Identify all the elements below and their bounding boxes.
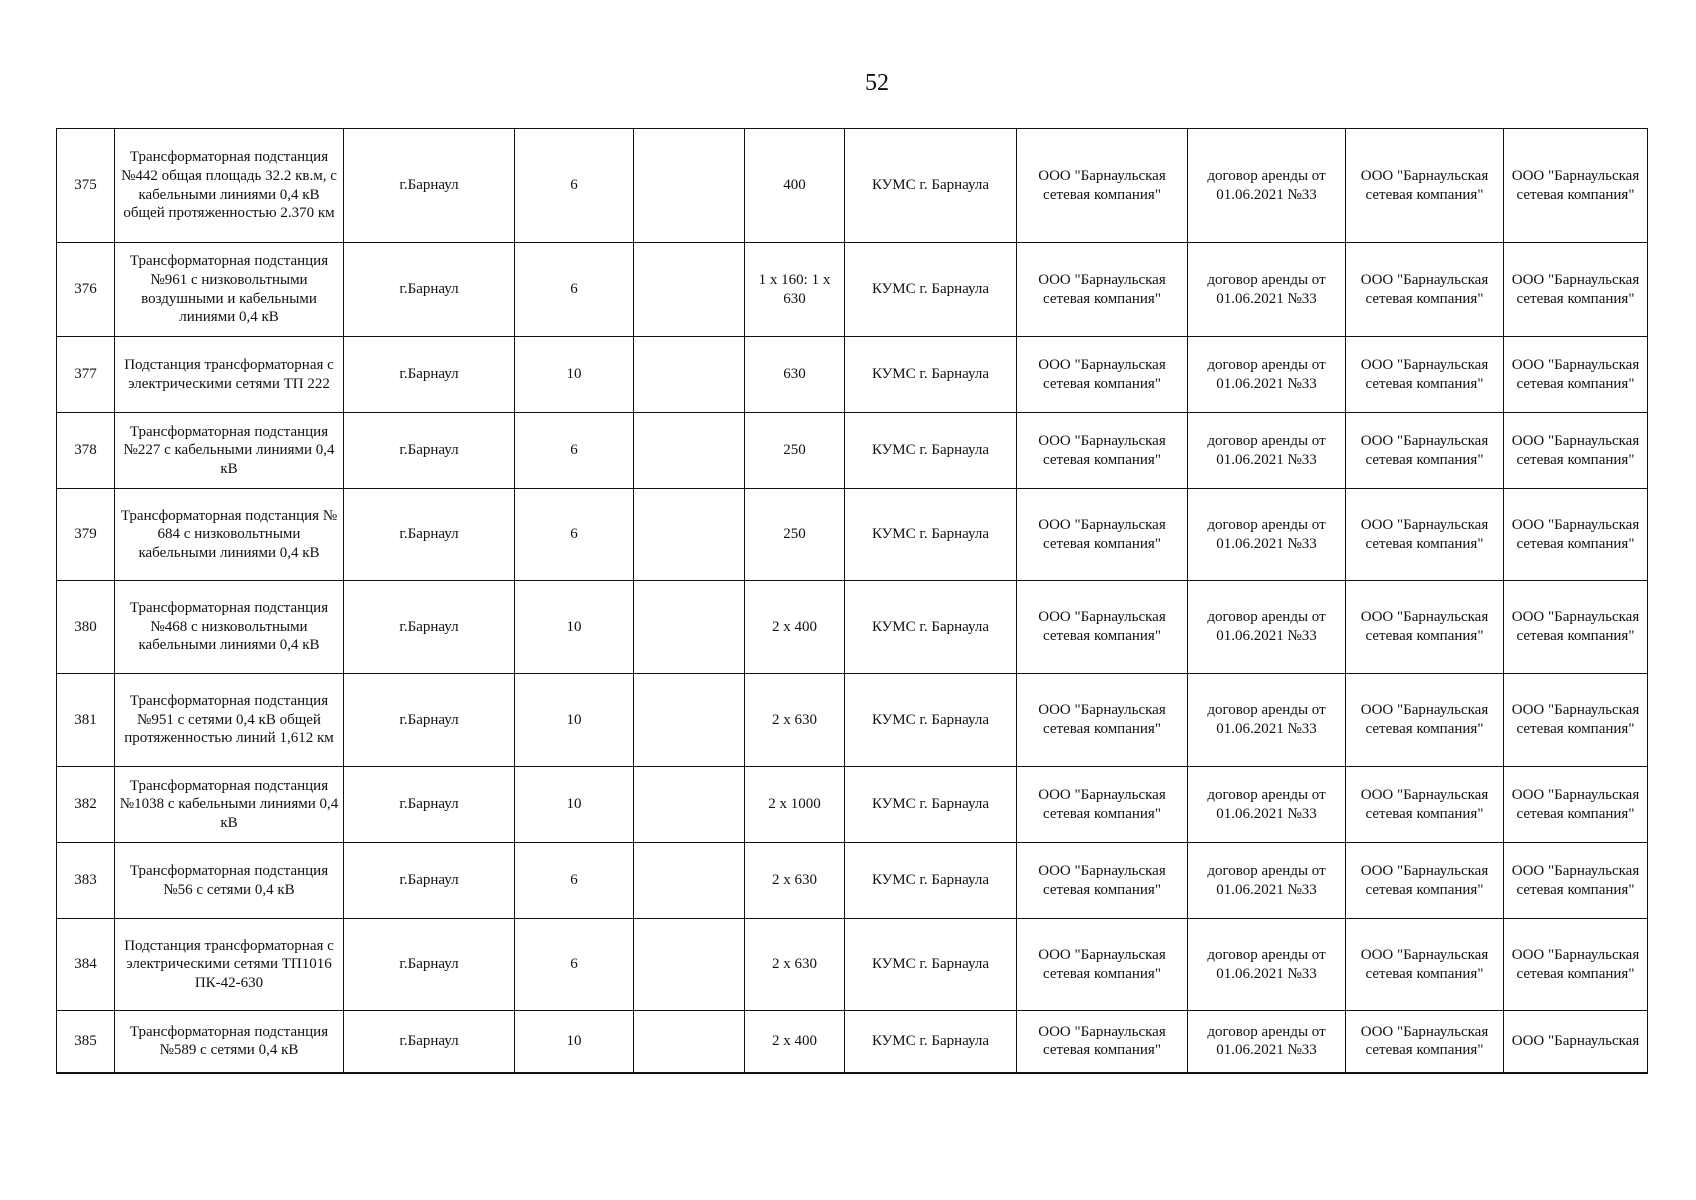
power: 250 <box>745 489 845 581</box>
table-row <box>57 413 1648 489</box>
power: 1 x 160: 1 x 630 <box>745 243 845 337</box>
owner: КУМС г. Барнаула <box>845 337 1017 413</box>
voltage: 6 <box>515 919 634 1011</box>
extra <box>634 129 745 243</box>
row-number: 376 <box>57 243 115 337</box>
owner: КУМС г. Барнаула <box>845 843 1017 919</box>
location: г.Барнаул <box>344 489 515 581</box>
table-row <box>57 243 1648 337</box>
voltage: 6 <box>515 243 634 337</box>
holder-2: ООО "Барнаульская сетевая компания" <box>1504 674 1648 767</box>
object-name: Подстанция трансформаторная с электрическими сетями ТП 222 <box>115 337 344 413</box>
object-name: Трансформаторная подстанция №1038 с кабельными линиями 0,4 кВ <box>115 767 344 843</box>
row-number: 384 <box>57 919 115 1011</box>
voltage: 10 <box>515 581 634 674</box>
operator: ООО "Барнаульская сетевая компания" <box>1017 674 1188 767</box>
owner: КУМС г. Барнаула <box>845 413 1017 489</box>
row-number: 379 <box>57 489 115 581</box>
power: 400 <box>745 129 845 243</box>
location: г.Барнаул <box>344 129 515 243</box>
table-row <box>57 581 1648 674</box>
owner: КУМС г. Барнаула <box>845 674 1017 767</box>
object-name: Трансформаторная подстанция №56 с сетями 0,4 кВ <box>115 843 344 919</box>
holder-2: ООО "Барнаульская сетевая компания" <box>1504 581 1648 674</box>
basis: договор аренды от 01.06.2021 №33 <box>1188 489 1346 581</box>
basis: договор аренды от 01.06.2021 №33 <box>1188 1011 1346 1073</box>
extra <box>634 337 745 413</box>
table-row <box>57 489 1648 581</box>
table-row <box>57 843 1648 919</box>
row-number: 383 <box>57 843 115 919</box>
holder: ООО "Барнаульская сетевая компания" <box>1346 767 1504 843</box>
owner: КУМС г. Барнаула <box>845 489 1017 581</box>
holder: ООО "Барнаульская сетевая компания" <box>1346 413 1504 489</box>
operator: ООО "Барнаульская сетевая компания" <box>1017 243 1188 337</box>
object-name: Трансформаторная подстанция №227 с кабельными линиями 0,4 кВ <box>115 413 344 489</box>
basis: договор аренды от 01.06.2021 №33 <box>1188 129 1346 243</box>
operator: ООО "Барнаульская сетевая компания" <box>1017 581 1188 674</box>
table-row <box>57 767 1648 843</box>
power: 2 x 1000 <box>745 767 845 843</box>
owner: КУМС г. Барнаула <box>845 919 1017 1011</box>
basis: договор аренды от 01.06.2021 №33 <box>1188 674 1346 767</box>
table-row <box>57 337 1648 413</box>
operator: ООО "Барнаульская сетевая компания" <box>1017 1011 1188 1073</box>
holder-2: ООО "Барнаульская сетевая компания" <box>1504 243 1648 337</box>
holder: ООО "Барнаульская сетевая компания" <box>1346 1011 1504 1073</box>
table-row <box>57 674 1648 767</box>
page-number: 52 <box>865 70 889 96</box>
extra <box>634 581 745 674</box>
row-number: 380 <box>57 581 115 674</box>
object-name: Трансформаторная подстанция №589 с сетями 0,4 кВ <box>115 1011 344 1073</box>
holder: ООО "Барнаульская сетевая компания" <box>1346 843 1504 919</box>
power: 2 x 630 <box>745 843 845 919</box>
row-number: 382 <box>57 767 115 843</box>
voltage: 6 <box>515 489 634 581</box>
holder-2: ООО "Барнаульская сетевая компания" <box>1504 413 1648 489</box>
extra <box>634 1011 745 1073</box>
basis: договор аренды от 01.06.2021 №33 <box>1188 767 1346 843</box>
table-row <box>57 129 1648 243</box>
extra <box>634 413 745 489</box>
operator: ООО "Барнаульская сетевая компания" <box>1017 337 1188 413</box>
owner: КУМС г. Барнаула <box>845 243 1017 337</box>
object-name: Трансформаторная подстанция №442 общая площадь 32.2 кв.м, с кабельными линиями 0,4 кВ общей протяженностью 2.370 км <box>115 129 344 243</box>
table-row <box>57 1011 1648 1073</box>
holder: ООО "Барнаульская сетевая компания" <box>1346 243 1504 337</box>
row-number: 378 <box>57 413 115 489</box>
holder-2: ООО "Барнаульская <box>1504 1011 1648 1073</box>
extra <box>634 919 745 1011</box>
operator: ООО "Барнаульская сетевая компания" <box>1017 413 1188 489</box>
location: г.Барнаул <box>344 1011 515 1073</box>
power: 2 x 630 <box>745 674 845 767</box>
operator: ООО "Барнаульская сетевая компания" <box>1017 843 1188 919</box>
holder-2: ООО "Барнаульская сетевая компания" <box>1504 489 1648 581</box>
voltage: 10 <box>515 1011 634 1073</box>
holder-2: ООО "Барнаульская сетевая компания" <box>1504 843 1648 919</box>
location: г.Барнаул <box>344 767 515 843</box>
object-name: Трансформаторная подстанция №468 с низковольтными кабельными линиями 0,4 кВ <box>115 581 344 674</box>
power: 2 x 400 <box>745 581 845 674</box>
holder: ООО "Барнаульская сетевая компания" <box>1346 919 1504 1011</box>
basis: договор аренды от 01.06.2021 №33 <box>1188 337 1346 413</box>
holder-2: ООО "Барнаульская сетевая компания" <box>1504 767 1648 843</box>
voltage: 6 <box>515 413 634 489</box>
power: 2 x 630 <box>745 919 845 1011</box>
power: 2 x 400 <box>745 1011 845 1073</box>
object-name: Подстанция трансформаторная с электрическими сетями ТП1016 ПК-42-630 <box>115 919 344 1011</box>
holder-2: ООО "Барнаульская сетевая компания" <box>1504 129 1648 243</box>
owner: КУМС г. Барнаула <box>845 767 1017 843</box>
location: г.Барнаул <box>344 337 515 413</box>
object-name: Трансформаторная подстанция №951 с сетями 0,4 кВ общей протяженностью линий 1,612 км <box>115 674 344 767</box>
row-number: 385 <box>57 1011 115 1073</box>
object-name: Трансформаторная подстанция №961 с низковольтными воздушными и кабельными линиями 0,4 кВ <box>115 243 344 337</box>
operator: ООО "Барнаульская сетевая компания" <box>1017 919 1188 1011</box>
location: г.Барнаул <box>344 843 515 919</box>
row-number: 377 <box>57 337 115 413</box>
location: г.Барнаул <box>344 919 515 1011</box>
operator: ООО "Барнаульская сетевая компания" <box>1017 767 1188 843</box>
voltage: 10 <box>515 337 634 413</box>
extra <box>634 843 745 919</box>
location: г.Барнаул <box>344 674 515 767</box>
extra <box>634 243 745 337</box>
owner: КУМС г. Барнаула <box>845 581 1017 674</box>
basis: договор аренды от 01.06.2021 №33 <box>1188 243 1346 337</box>
voltage: 6 <box>515 129 634 243</box>
voltage: 10 <box>515 674 634 767</box>
property-table <box>56 128 1648 1074</box>
voltage: 6 <box>515 843 634 919</box>
table-row <box>57 919 1648 1011</box>
holder: ООО "Барнаульская сетевая компания" <box>1346 581 1504 674</box>
holder-2: ООО "Барнаульская сетевая компания" <box>1504 337 1648 413</box>
extra <box>634 674 745 767</box>
row-number: 375 <box>57 129 115 243</box>
extra <box>634 489 745 581</box>
owner: КУМС г. Барнаула <box>845 129 1017 243</box>
owner: КУМС г. Барнаула <box>845 1011 1017 1073</box>
power: 250 <box>745 413 845 489</box>
location: г.Барнаул <box>344 413 515 489</box>
row-number: 381 <box>57 674 115 767</box>
basis: договор аренды от 01.06.2021 №33 <box>1188 413 1346 489</box>
basis: договор аренды от 01.06.2021 №33 <box>1188 919 1346 1011</box>
holder: ООО "Барнаульская сетевая компания" <box>1346 674 1504 767</box>
holder: ООО "Барнаульская сетевая компания" <box>1346 489 1504 581</box>
location: г.Барнаул <box>344 243 515 337</box>
voltage: 10 <box>515 767 634 843</box>
object-name: Трансформаторная подстанция № 684 с низковольтными кабельными линиями 0,4 кВ <box>115 489 344 581</box>
operator: ООО "Барнаульская сетевая компания" <box>1017 129 1188 243</box>
extra <box>634 767 745 843</box>
operator: ООО "Барнаульская сетевая компания" <box>1017 489 1188 581</box>
basis: договор аренды от 01.06.2021 №33 <box>1188 581 1346 674</box>
location: г.Барнаул <box>344 581 515 674</box>
holder: ООО "Барнаульская сетевая компания" <box>1346 337 1504 413</box>
holder: ООО "Барнаульская сетевая компания" <box>1346 129 1504 243</box>
holder-2: ООО "Барнаульская сетевая компания" <box>1504 919 1648 1011</box>
basis: договор аренды от 01.06.2021 №33 <box>1188 843 1346 919</box>
power: 630 <box>745 337 845 413</box>
